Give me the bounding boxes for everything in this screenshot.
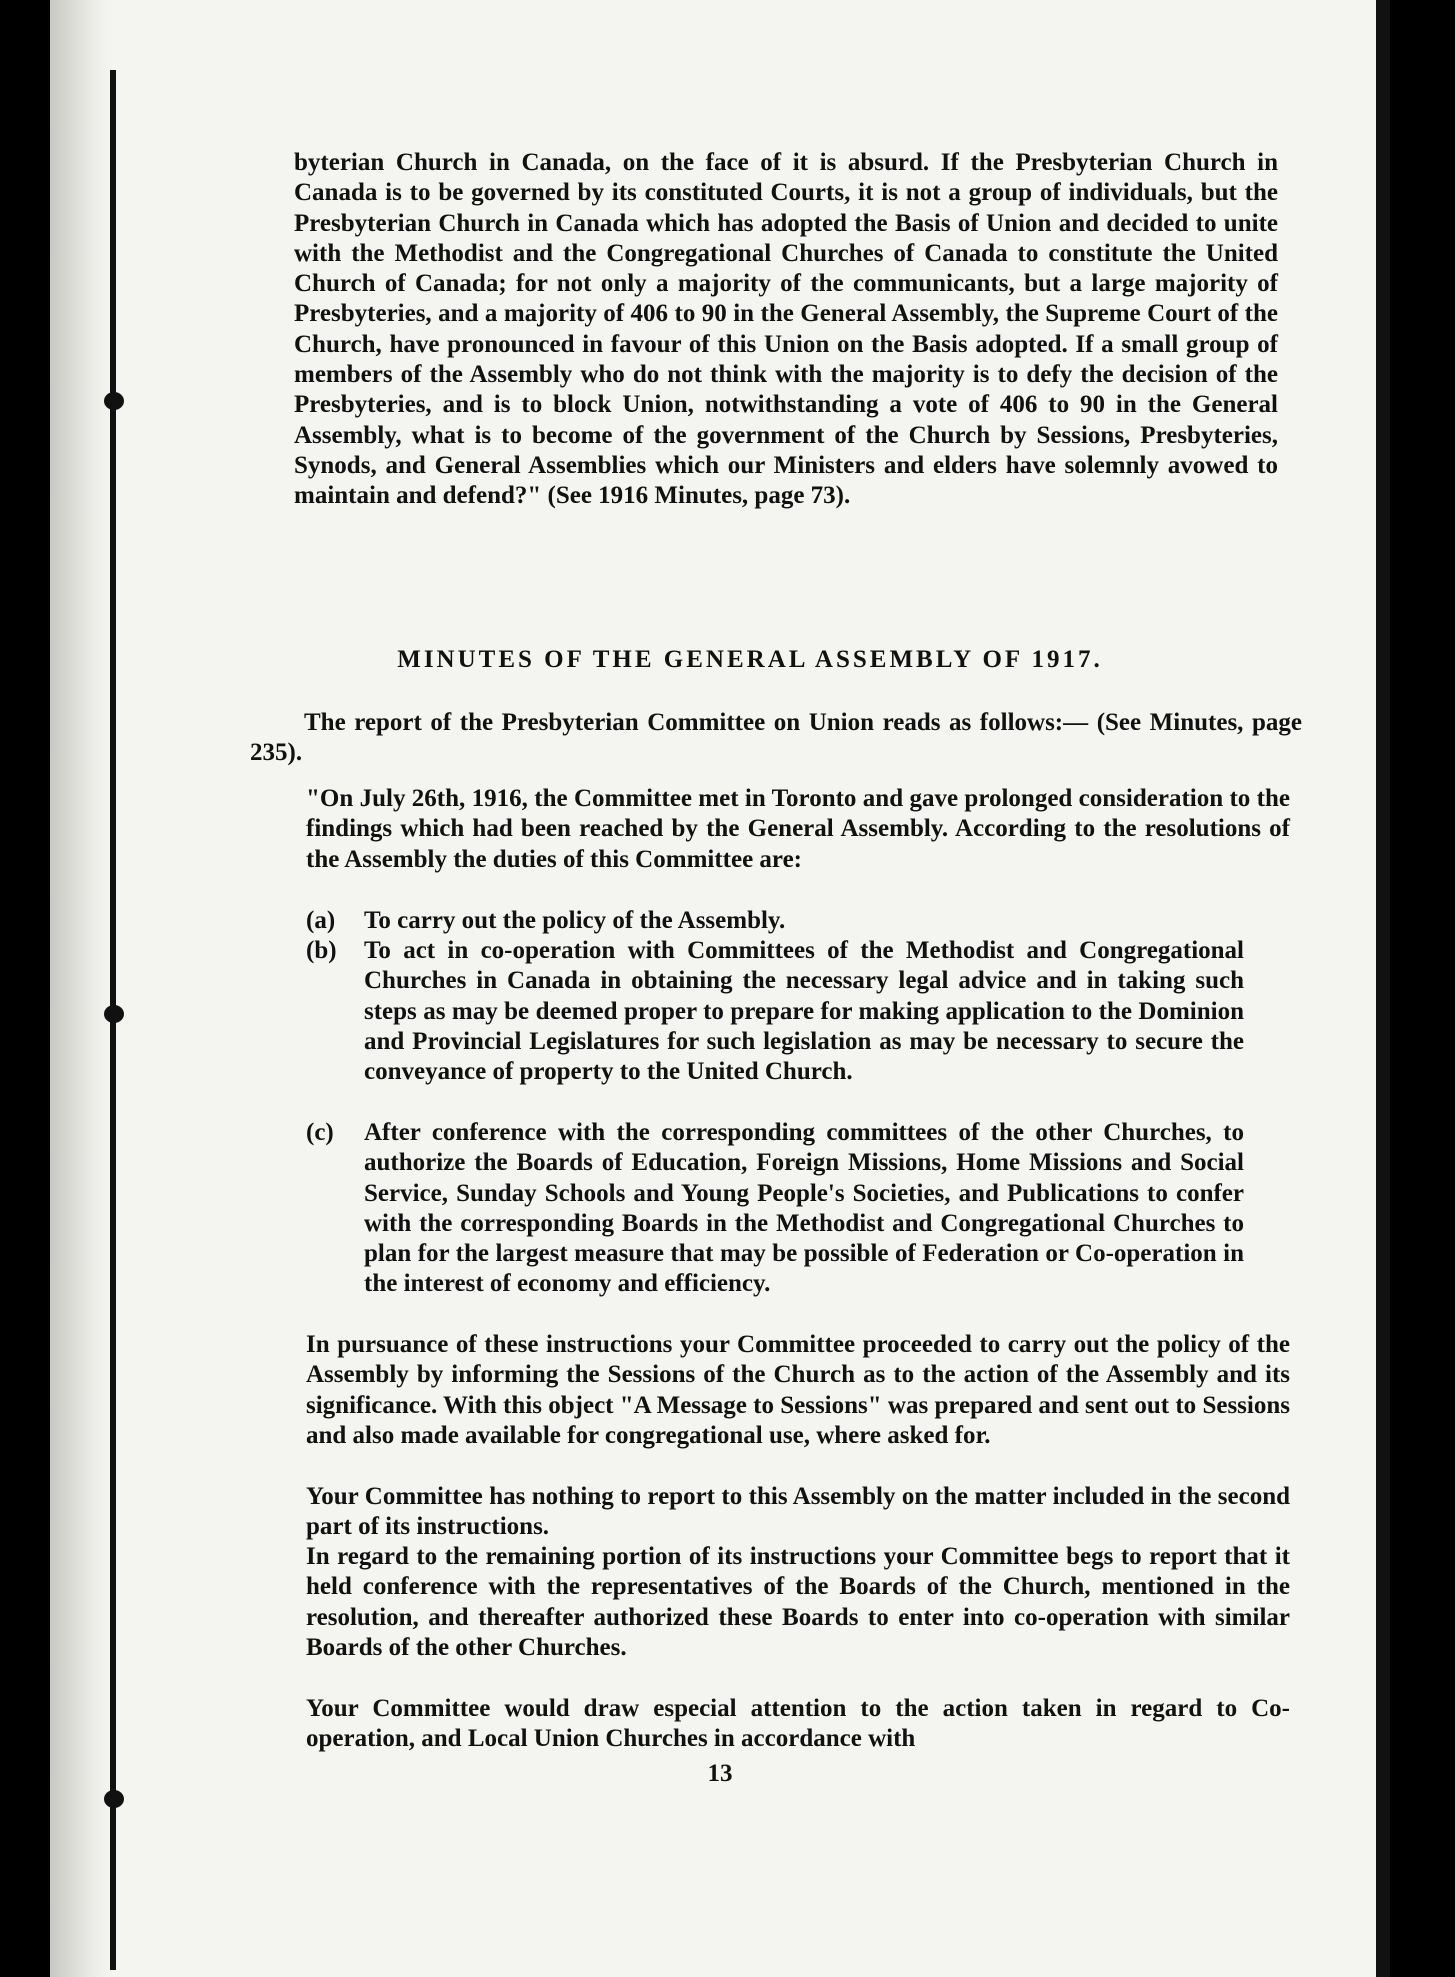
binding-stitch [104,1005,124,1023]
list-item [306,906,1290,936]
paragraph-pursuance: In pursuance of these instructions your Committee proceeded to carry out the policy of the Assembly by informing the Sessions of the Church as to the action of the Assembly and its significance. With this object "A Message to Sessions" was prepared and sent out to Sessions and also made available for congregational use, where asked for. [306,1331,1290,1449]
list-marker: (a) [306,907,336,934]
paragraph-especial-attention: Your Committee would draw especial attention to the action taken in regard to Co-operation, and Local Union Churches in accordance with [306,1695,1290,1753]
paragraph-nothing-to-report: Your Committee has nothing to report to this Assembly on the matter included in the second part of its instructions. [306,1483,1290,1541]
intro-paragraph: The report of the Presbyterian Committee on Union reads as follows:— (See Minutes, page 235). [250,709,1302,767]
quote-paragraph: "On July 26th, 1916, the Committee met in Toronto and gave prolonged consideration to the findings which had been reached by the General Assembly. According to the resolutions of the Assembly the duties of this Committee are: [306,785,1290,873]
list-text: To carry out the policy of the Assembly. [364,907,786,934]
binding-stitch [104,392,124,410]
paragraph-remaining-portion: In regard to the remaining portion of its instructions your Committee begs to report that it held conference with the representatives of the Boards of the Church, mentioned in the resolution, and thereafter authorized these Boards to enter into co-operation with similar Boards of the other Churches. [306,1543,1290,1661]
list-text: To act in co-operation with Committees of the Methodist and Congregational Churches in Canada in obtaining the necessary legal advice and in taking such steps as may be deemed proper to prepare for making application to the Dominion and Provincial Legislatures for such legislation as may be necessary to secure the conveyance of property to the United Church. [364,937,1244,1086]
list-item [306,936,1290,1118]
page-edge [1376,0,1390,1977]
section-heading: MINUTES OF THE GENERAL ASSEMBLY OF 1917. [397,646,1103,673]
list-marker: (b) [306,937,337,964]
binding-shadow [50,0,112,1977]
paragraph-continuation: byterian Church in Canada, on the face of it is absurd. If the Presbyterian Church in Canada is to be governed by its constituted Courts, it is not a group of individuals, but the Presbyterian Church in Canada which has adopted the Basis of Union and decided to unite with the Methodist and the Congregational Churches of Canada to constitute the United Church of Canada; for not only a majority of the communicants, but a large majority of Presbyteries, and a majority of 406 to 90 in the General Assembly, the Supreme Court of the Church, have pronounced in favour of this Union on the Basis adopted. If a small group of members of the Assembly who do not think with the majority is to defy the decision of the Presbyteries, and is to block Union, notwithstanding a vote of 406 to 90 in the General Assembly, what is to become of the government of the Church by Sessions, Presbyteries, Synods, and General Assemblies which our Ministers and elders have solemnly avowed to maintain and defend?" (See 1916 Minutes, page 73). [294,149,1278,510]
list-item [306,1118,1290,1330]
list-text: After conference with the corresponding committees of the other Churches, to authorize the Boards of Education, Foreign Missions, Home Missions and Social Service, Sunday Schools and Young People's Societies, and Publications to confer with the corresponding Boards in the Methodist and Congregational Churches to plan for the largest measure that may be possible of Federation or Co-operation in the interest of economy and efficiency. [364,1119,1244,1298]
page-number: 13 [707,1760,733,1787]
binding-stitch [104,1790,124,1808]
document-page [50,0,1390,1977]
list-marker: (c) [306,1119,334,1146]
